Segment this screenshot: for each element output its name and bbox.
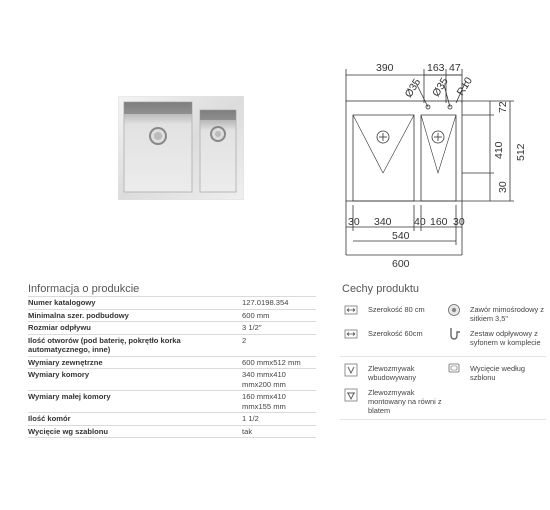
- dim-top-390: 390: [376, 62, 394, 74]
- row-value: tak: [242, 425, 316, 438]
- table-row: [28, 297, 316, 310]
- table-row: [28, 356, 316, 369]
- row-label: Wymiary zewnętrzne: [28, 356, 242, 369]
- feature-width-80: Szerokość 80 cm: [368, 305, 425, 314]
- row-value: 3 1/2": [242, 322, 316, 335]
- dim-bot-600: 600: [392, 258, 410, 270]
- width-80-icon: [344, 303, 358, 317]
- flush-mount-icon: [344, 388, 358, 402]
- table-row: [28, 413, 316, 426]
- dim-bot-30a: 30: [348, 216, 360, 228]
- table-row: [28, 391, 316, 413]
- built-in-sink-icon: [344, 363, 358, 377]
- dim-right-512: 512: [515, 143, 527, 161]
- row-label: Wycięcie wg szablonu: [28, 425, 242, 438]
- siphon-icon: [447, 327, 461, 341]
- row-value: 160 mmx410 mmx155 mm: [242, 391, 316, 413]
- dim-dia-2: Ø35: [430, 75, 451, 99]
- info-title: Informacja o produkcie: [28, 283, 140, 295]
- row-value: 340 mmx410 mmx200 mm: [242, 369, 316, 391]
- table-row: [28, 369, 316, 391]
- row-value: 600 mm: [242, 309, 316, 322]
- dim-bot-40: 40: [414, 216, 426, 228]
- feature-built-in: Zlewozmywak wbudowywany: [368, 364, 417, 382]
- table-row: [28, 322, 316, 335]
- divider: [340, 419, 546, 420]
- dim-dia-1: Ø35: [402, 76, 424, 100]
- feature-flush-mount: Zlewozmywak montowany na równi z blatem: [368, 388, 442, 415]
- table-row: [28, 309, 316, 322]
- template-cut-icon: [447, 361, 461, 375]
- info-table: [28, 296, 316, 438]
- row-label: Numer katalogowy: [28, 297, 242, 310]
- row-label: Ilość komór: [28, 413, 242, 426]
- row-label: Wymiary małej komory: [28, 391, 242, 413]
- dim-right-30: 30: [497, 181, 509, 193]
- dim-bot-30b: 30: [453, 216, 465, 228]
- row-label: Rozmiar odpływu: [28, 322, 242, 335]
- row-label: Ilość otworów (pod baterię, pokrętło korka automatycznego, inne): [28, 334, 242, 356]
- table-row: [28, 334, 316, 356]
- technical-drawing: [336, 55, 550, 273]
- feature-template-cut: Wycięcie według szblonu: [470, 364, 525, 382]
- dim-bot-340: 340: [374, 216, 392, 228]
- product-photo: [118, 96, 244, 200]
- dim-bot-540: 540: [392, 230, 410, 242]
- feature-width-60: Szerokość 60cm: [368, 329, 423, 338]
- feature-valve: Zawór mimośrodowy z sitkiem 3,5": [470, 305, 544, 323]
- dim-radius: R10: [454, 75, 475, 98]
- dim-bot-160: 160: [430, 216, 448, 228]
- row-label: Minimalna szer. podbudowy: [28, 309, 242, 322]
- dim-right-72: 72: [497, 101, 509, 113]
- features-title: Cechy produktu: [342, 283, 420, 295]
- width-60-icon: [344, 327, 358, 341]
- row-value: 127.0198.354: [242, 297, 316, 310]
- feature-siphon: Zestaw odpływowy z syfonem w komplecie: [470, 329, 541, 347]
- row-value: 1 1/2: [242, 413, 316, 426]
- row-value: 600 mmx512 mm: [242, 356, 316, 369]
- valve-icon: [447, 303, 461, 317]
- dim-right-410: 410: [493, 141, 505, 159]
- dim-top-47: 47: [449, 62, 461, 74]
- divider: [340, 356, 546, 357]
- table-row: [28, 425, 316, 438]
- row-value: 2: [242, 334, 316, 356]
- dim-top-163: 163: [427, 62, 445, 74]
- row-label: Wymiary komory: [28, 369, 242, 391]
